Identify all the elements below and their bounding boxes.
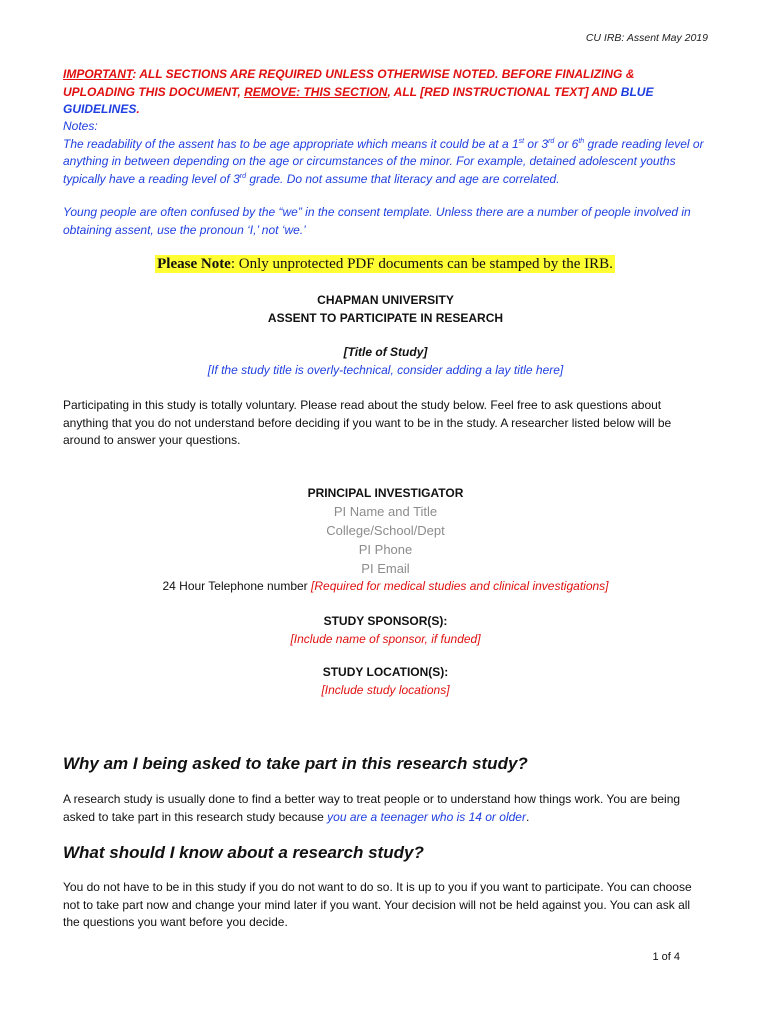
section-heading-what: What should I know about a research study? xyxy=(63,843,424,862)
please-note-label: Please Note xyxy=(157,256,231,272)
page-number: 1 of 4 xyxy=(652,951,680,963)
assent-heading: ASSENT TO PARTICIPATE IN RESEARCH xyxy=(267,311,504,325)
sponsor-heading: STUDY SPONSOR(S): xyxy=(323,614,448,628)
section-paragraph-what: You do not have to be in this study if you do not want to do so. It is up to you if you want to participate. You can choose not to take part now and change your mind later if you want. Your decision will not be held against you. You can ask all the questions you want before you decide. xyxy=(63,880,692,929)
location-heading: STUDY LOCATION(S): xyxy=(322,665,449,679)
important-notice xyxy=(63,66,708,119)
age-criteria-text: you are a teenager who is 14 or older xyxy=(327,809,526,824)
section-heading-why: Why am I being asked to take part in this research study? xyxy=(63,754,528,773)
study-title-placeholder: [Title of Study] xyxy=(343,345,428,359)
phone-24h-line xyxy=(63,578,708,596)
sponsor-hint: [Include name of sponsor, if funded] xyxy=(290,632,481,646)
phone-24h-label: 24 Hour Telephone number xyxy=(162,579,312,593)
important-text-a: : ALL SECTIONS ARE REQUIRED UNLESS OTHERWISE NOTED. BEFORE FINALIZING & UPLOADING THIS DOCUMENT, xyxy=(63,67,635,99)
pi-email: PI Email xyxy=(361,561,410,576)
pi-phone: PI Phone xyxy=(358,542,413,557)
university-name: CHAPMAN UNIVERSITY xyxy=(317,293,454,307)
blue-guidelines-text: BLUE GUIDELINES xyxy=(63,84,654,116)
important-text-b: , ALL [RED INSTRUCTIONAL TEXT] AND xyxy=(387,84,621,99)
notes-title: Notes: xyxy=(63,119,98,133)
important-label: IMPORTANT xyxy=(63,67,133,81)
pi-name: PI Name and Title xyxy=(333,504,438,519)
intro-paragraph: Participating in this study is totally voluntary. Please read about the study below. Feel free to ask questions about anything that you do not understand before deciding if you want to be in the study. A researcher listed below will be around to answer your questions. xyxy=(63,398,672,447)
important-end: . xyxy=(136,102,140,116)
please-note-text: : Only unprotected PDF documents can be stamped by the IRB. xyxy=(230,256,613,272)
notes-block xyxy=(63,118,708,188)
notes-paragraph-readability: The readability of the assent has to be age appropriate which means it could be at a 1st or 3rd or 6th grade reading level or anything in between depending on the age or circumstances of the minor. For example, detained adolescent youths typically have a reading level of 3rd grade. Do not assume that literacy and age are correlated. xyxy=(63,136,704,186)
notes-paragraph-pronoun: Young people are often confused by the “we” in the consent template. Unless there are a number of people involved in obtaining assent, use the pronoun ‘I,’ not ‘we.’ xyxy=(63,205,691,237)
lay-title-hint: [If the study title is overly-technical, consider adding a lay title here] xyxy=(207,363,564,377)
pi-dept: College/School/Dept xyxy=(326,523,445,538)
header-revision: CU IRB: Assent May 2019 xyxy=(585,32,708,44)
remove-section-text: REMOVE: THIS SECTION xyxy=(244,84,388,99)
phone-24h-hint: [Required for medical studies and clinical investigations] xyxy=(311,579,609,593)
section-paragraph-why: A research study is usually done to find a better way to treat people or to understand how things work. You are being asked to take part in this research study because you are a teenager who is 14 or older. xyxy=(63,792,681,824)
please-note-banner xyxy=(0,256,770,273)
location-hint: [Include study locations] xyxy=(321,683,450,697)
pi-heading: PRINCIPAL INVESTIGATOR xyxy=(307,486,464,500)
